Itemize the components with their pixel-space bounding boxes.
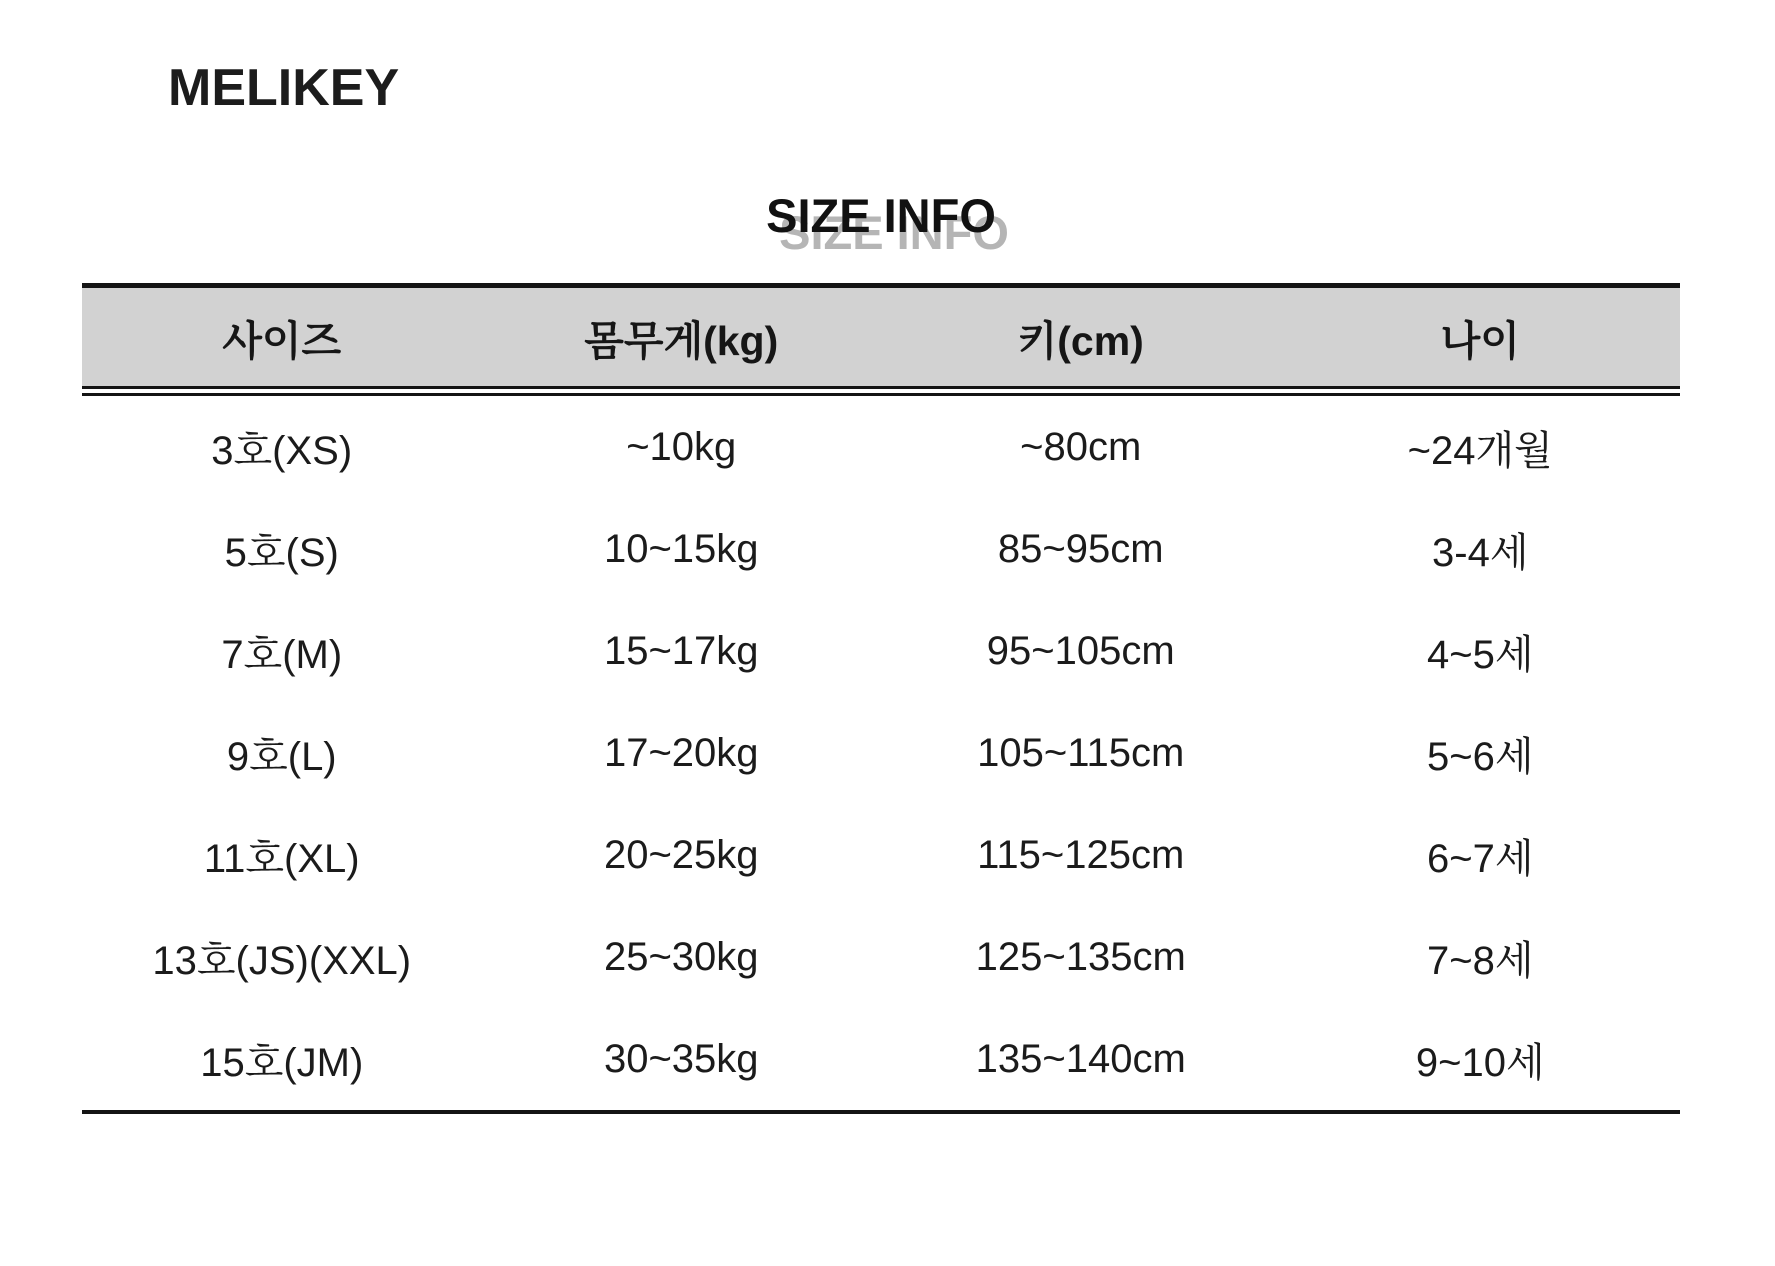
age-cell: ~24개월	[1407, 428, 1553, 473]
age-cell: 6~7세	[1427, 836, 1534, 881]
table-row	[82, 804, 1680, 906]
height-cell: 135~140cm	[975, 1036, 1186, 1081]
title-container	[82, 189, 1680, 242]
height-cell: 115~125cm	[977, 832, 1185, 877]
age-cell: 4~5세	[1427, 632, 1534, 677]
size-cell: 3호(XS)	[211, 428, 353, 473]
height-cell: ~80cm	[1020, 424, 1142, 469]
weight-cell: 17~20kg	[603, 730, 759, 775]
age-cell: 7~8세	[1427, 938, 1534, 983]
table-row	[82, 1008, 1680, 1110]
page-title: SIZE INFO	[766, 189, 996, 242]
weight-cell: 20~25kg	[603, 832, 759, 877]
height-cell: 95~105cm	[986, 628, 1175, 673]
age-cell: 9~10세	[1415, 1040, 1545, 1085]
size-cell: 5호(S)	[224, 530, 339, 575]
weight-cell: 25~30kg	[603, 934, 759, 979]
brand-logo: MELIKEY	[168, 59, 400, 117]
weight-cell: ~10kg	[626, 424, 737, 469]
column-header-weight: 몸무게(kg)	[584, 317, 779, 364]
column-header-size: 사이즈	[222, 317, 342, 364]
table-row	[82, 600, 1680, 702]
size-info-table	[82, 283, 1680, 1114]
table-row	[82, 396, 1680, 498]
table-row	[82, 702, 1680, 804]
size-cell: 13호(JS)(XXL)	[152, 938, 412, 983]
size-cell: 15호(JM)	[200, 1040, 364, 1085]
age-cell: 3-4세	[1432, 530, 1529, 575]
weight-cell: 30~35kg	[603, 1036, 759, 1081]
table-row	[82, 906, 1680, 1008]
height-cell: 105~115cm	[977, 730, 1185, 775]
age-cell: 5~6세	[1427, 734, 1534, 779]
column-header-height: 키(cm)	[1017, 317, 1144, 364]
size-cell: 9호(L)	[226, 734, 337, 779]
size-cell: 11호(XL)	[203, 836, 360, 881]
column-header-age: 나이	[1440, 317, 1520, 364]
weight-cell: 15~17kg	[603, 628, 759, 673]
weight-cell: 10~15kg	[603, 526, 759, 571]
table-header-row	[82, 283, 1680, 396]
size-cell: 7호(M)	[221, 632, 343, 677]
height-cell: 85~95cm	[997, 526, 1164, 571]
table-body	[82, 396, 1680, 1114]
height-cell: 125~135cm	[975, 934, 1186, 979]
table-row	[82, 498, 1680, 600]
